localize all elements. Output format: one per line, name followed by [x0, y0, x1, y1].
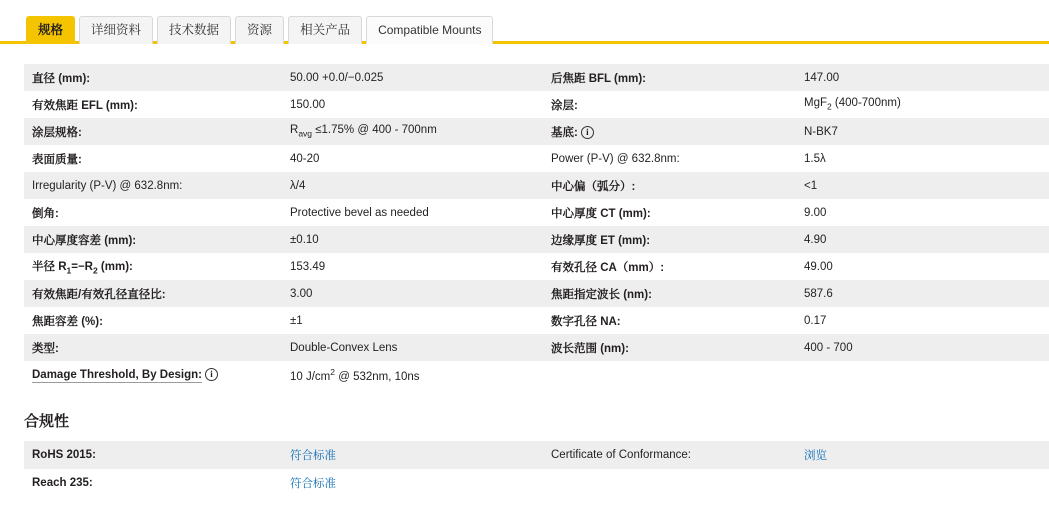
table-row: [24, 199, 1049, 226]
spec-label: 焦距指定波长 (nm):: [543, 280, 796, 307]
spec-label: Power (P-V) @ 632.8nm:: [543, 145, 796, 172]
spec-label-text: 基底:: [551, 126, 578, 139]
table-row: [24, 226, 1049, 253]
spec-value: 40-20: [282, 145, 543, 172]
tab-details[interactable]: 详细资料: [79, 16, 153, 44]
table-row: [24, 469, 1049, 497]
spec-value: ±1: [282, 307, 543, 334]
spec-label: 中心厚度 CT (mm):: [543, 199, 796, 226]
spec-value: 1.5λ: [796, 145, 1049, 172]
compliance-label: Certificate of Conformance:: [543, 441, 796, 469]
tab-bar: [0, 0, 1049, 44]
spec-value: 153.49: [282, 253, 543, 280]
table-row: [24, 64, 1049, 91]
tab-technical-data[interactable]: 技术数据: [157, 16, 231, 44]
table-row: [24, 307, 1049, 334]
spec-label: Irregularity (P-V) @ 632.8nm:: [24, 172, 282, 199]
compliance-label: Reach 235:: [24, 469, 282, 497]
tab-resources[interactable]: 资源: [235, 16, 284, 44]
table-row: [24, 91, 1049, 118]
spec-label: 直径 (mm):: [24, 64, 282, 91]
spec-label: 倒角:: [24, 199, 282, 226]
table-row: [24, 334, 1049, 361]
spec-value: 400 - 700: [796, 334, 1049, 361]
compliance-value-link[interactable]: 符合标准: [282, 441, 543, 469]
spec-label: 半径 $R_1=-R_2$ (mm):: [24, 253, 282, 280]
spec-value: 4.90: [796, 226, 1049, 253]
table-row: [24, 118, 1049, 145]
spec-value: 9.00: [796, 199, 1049, 226]
spec-label: 涂层:: [543, 91, 796, 118]
spec-value: 147.00: [796, 64, 1049, 91]
spec-label: 数字孔径 NA:: [543, 307, 796, 334]
spec-label: 涂层规格:: [24, 118, 282, 145]
spec-label: 后焦距 BFL (mm):: [543, 64, 796, 91]
spec-label: [543, 118, 796, 145]
spec-value-link[interactable]: N-BK7: [796, 118, 1049, 145]
spec-value: <1: [796, 172, 1049, 199]
info-icon[interactable]: i: [205, 368, 218, 381]
specifications-table: [24, 64, 1049, 388]
spec-value: MgF$_2$ (400-700nm): [796, 91, 1049, 118]
spec-value: 3.00: [282, 280, 543, 307]
compliance-value-link[interactable]: 浏览: [796, 441, 1049, 469]
table-row: [24, 172, 1049, 199]
compliance-label: RoHS 2015:: [24, 441, 282, 469]
compliance-section-title: 合规性: [24, 413, 70, 430]
info-icon[interactable]: i: [581, 126, 594, 139]
spec-value: 10 $J/cm^2$ @ 532nm, 10ns: [282, 361, 543, 388]
spec-label: 边缘厚度 ET (mm):: [543, 226, 796, 253]
table-row: [24, 253, 1049, 280]
spec-label: [24, 361, 282, 388]
spec-value: 0.17: [796, 307, 1049, 334]
spec-label: 中心厚度容差 (mm):: [24, 226, 282, 253]
table-row: [24, 361, 1049, 388]
spec-value: ±0.10: [282, 226, 543, 253]
spec-label: [543, 361, 796, 388]
spec-label: 波长范围 (nm):: [543, 334, 796, 361]
spec-value: 49.00: [796, 253, 1049, 280]
spec-label: 有效焦距/有效孔径直径比:: [24, 280, 282, 307]
table-row: [24, 145, 1049, 172]
compliance-value: [796, 469, 1049, 497]
spec-value: Double-Convex Lens: [282, 334, 543, 361]
spec-label-text[interactable]: Damage Threshold, By Design:: [32, 369, 202, 381]
tab-related-products[interactable]: 相关产品: [288, 16, 362, 44]
spec-label: 有效孔径 CA（mm）:: [543, 253, 796, 280]
table-row: [24, 280, 1049, 307]
spec-value: [796, 361, 1049, 388]
spec-value: Protective bevel as needed: [282, 199, 543, 226]
spec-value: λ/4: [282, 172, 543, 199]
spec-label: 有效焦距 EFL (mm):: [24, 91, 282, 118]
spec-value: 50.00 +0.0/−0.025: [282, 64, 543, 91]
spec-label: 焦距容差 (%):: [24, 307, 282, 334]
compliance-value-link[interactable]: 符合标准: [282, 469, 543, 497]
compliance-table: [24, 441, 1049, 497]
spec-value: 150.00: [282, 91, 543, 118]
spec-value: 587.6: [796, 280, 1049, 307]
spec-label: 表面质量:: [24, 145, 282, 172]
spec-value: $R_{avg} \le 1.75\%$ @ 400 - 700nm: [282, 118, 543, 145]
spec-label: 类型:: [24, 334, 282, 361]
table-row: [24, 441, 1049, 469]
compliance-label: [543, 469, 796, 497]
tab-compatible-mounts[interactable]: Compatible Mounts: [366, 16, 493, 44]
spec-label: 中心偏（弧分）:: [543, 172, 796, 199]
tab-specifications[interactable]: 规格: [26, 16, 75, 44]
